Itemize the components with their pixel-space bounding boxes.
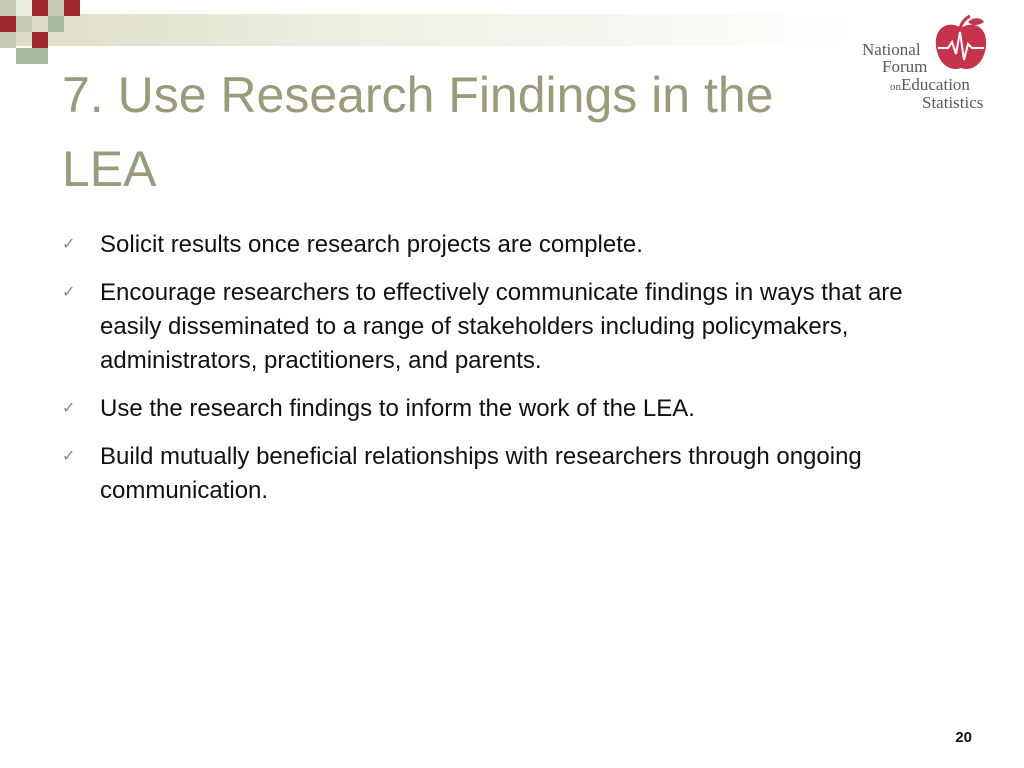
list-item: [62, 228, 962, 262]
list-item: [62, 392, 962, 426]
slide-title: 7. Use Research Findings in the LEA: [62, 67, 774, 197]
bullet-text: Use the research findings to inform the work of the LEA.: [100, 395, 695, 422]
checkmark-icon: ✓: [62, 400, 76, 417]
bullet-text: Build mutually beneficial relationships with researchers through ongoing communication.: [100, 443, 862, 504]
bullet-text: Solicit results once research projects are complete.: [100, 231, 643, 258]
apple-heartbeat-icon: [932, 14, 990, 76]
checkmark-icon: ✓: [62, 284, 76, 301]
logo-line-on: on: [890, 81, 901, 93]
nfes-logo: [856, 14, 992, 114]
bullet-list: [62, 228, 962, 522]
logo-line-statistics: Statistics: [922, 93, 984, 112]
header-band: [0, 14, 860, 46]
page-number: 20: [955, 729, 972, 746]
logo-line-national: National: [862, 40, 921, 59]
logo-line-forum: Forum: [882, 57, 928, 76]
logo-line-education: Education: [901, 75, 970, 94]
list-item: [62, 276, 962, 378]
checkmark-icon: ✓: [62, 448, 76, 465]
bullet-text: Encourage researchers to effectively communicate findings in ways that are easily disseminated to a range of stakeholders including policymakers, administrators, practitioners, and parents.: [100, 279, 903, 374]
list-item: [62, 440, 962, 508]
checkmark-icon: ✓: [62, 236, 76, 253]
